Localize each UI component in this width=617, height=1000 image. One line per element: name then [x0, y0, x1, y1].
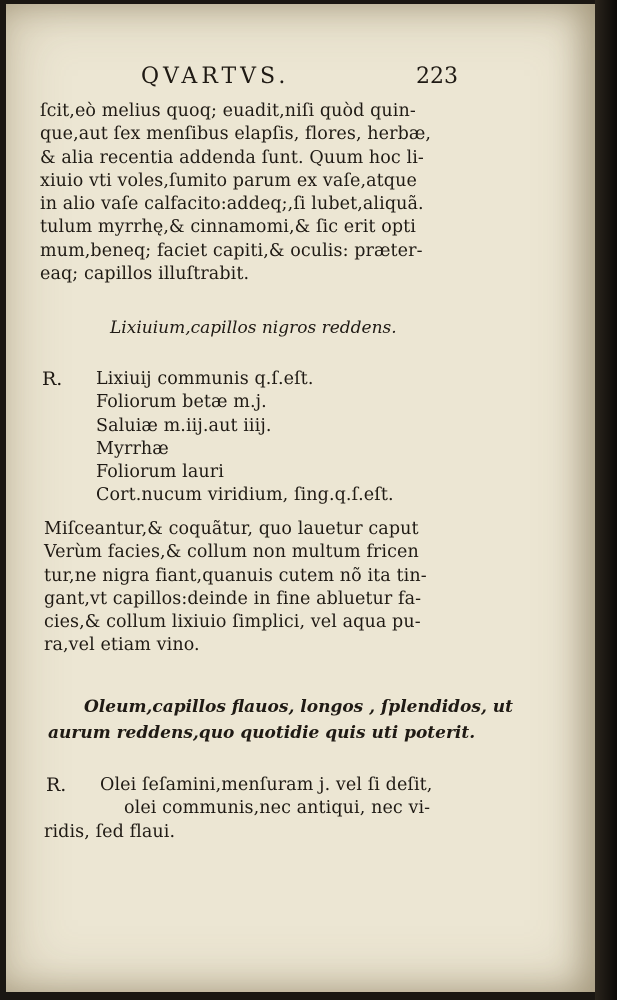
ingredient-line: Saluiæ m.iij.aut iiij.	[96, 415, 272, 436]
recipe-2-text	[44, 774, 433, 844]
text-line: que,aut ſex menſibus elapſis, flores, herbæ,	[40, 124, 432, 145]
recipe-1-r-mark: R.	[42, 368, 63, 390]
recipe-2-title	[48, 694, 514, 746]
text-line: mum,beneq; faciet capiti,& oculis: præter-	[40, 240, 423, 261]
running-title: QVARTVS.	[141, 64, 290, 89]
text-line: Verùm facies,& collum non multum fricen	[44, 542, 419, 563]
book-spine-shadow	[595, 0, 617, 1000]
recipe-2-r-mark: R.	[46, 774, 67, 796]
paragraph-1	[40, 100, 431, 286]
text-line: xiuio vti voles,ſumito parum ex vaſe,atque	[40, 170, 417, 191]
text-line: gant,vt capillos:deinde in fine abluetur fa-	[44, 588, 422, 609]
text-line: in alio vaſe calfacito:addeq;,ſi lubet,aliquã.	[40, 194, 424, 215]
recipe-1-ingredients	[96, 368, 394, 508]
text-line: cies,& collum lixiuio ſimplici, vel aqua pu-	[44, 612, 421, 633]
book-page	[6, 4, 596, 992]
text-line: ridis, ſed flaui.	[44, 821, 176, 842]
ingredient-line: Myrrhæ	[96, 438, 169, 459]
text-line: tur,ne nigra fiant,quanuis cutem nõ ita tin-	[44, 565, 427, 586]
ingredient-line: Foliorum lauri	[96, 462, 224, 483]
text-line: eaq; capillos illuſtrabit.	[40, 264, 250, 285]
recipe-1-title: Lixiuium,capillos nigros reddens.	[110, 318, 397, 338]
text-line: Olei ſeſamini,menſuram j. vel ſi deſit,	[100, 775, 433, 795]
text-line: olei communis,nec antiqui, nec vi-	[124, 798, 431, 819]
text-line: tulum myrrhę,& cinnamomi,& ſic erit opti	[40, 217, 416, 238]
text-line: & alia recentia addenda ſunt. Quum hoc li-	[40, 147, 424, 168]
ingredient-line: Cort.nucum viridium, ſing.q.ſ.eſt.	[96, 485, 394, 506]
page-number: 223	[416, 64, 458, 89]
text-line: ſcit,eò melius quoq; euadit,niſi quòd quin-	[40, 101, 416, 121]
ingredient-line: Lixiuij communis q.ſ.eſt.	[96, 369, 314, 389]
text-line: ra,vel etiam vino.	[44, 635, 200, 656]
recipe-1-instructions	[44, 518, 427, 658]
text-line: Miſceantur,& coquãtur, quo lauetur caput	[44, 519, 419, 539]
ingredient-line: Foliorum betæ m.j.	[96, 392, 267, 413]
title-line: aurum reddens,quo quotidie quis uti poterit.	[48, 723, 476, 743]
title-line: Oleum,capillos flauos, longos , ſplendidos, ut	[84, 697, 514, 717]
